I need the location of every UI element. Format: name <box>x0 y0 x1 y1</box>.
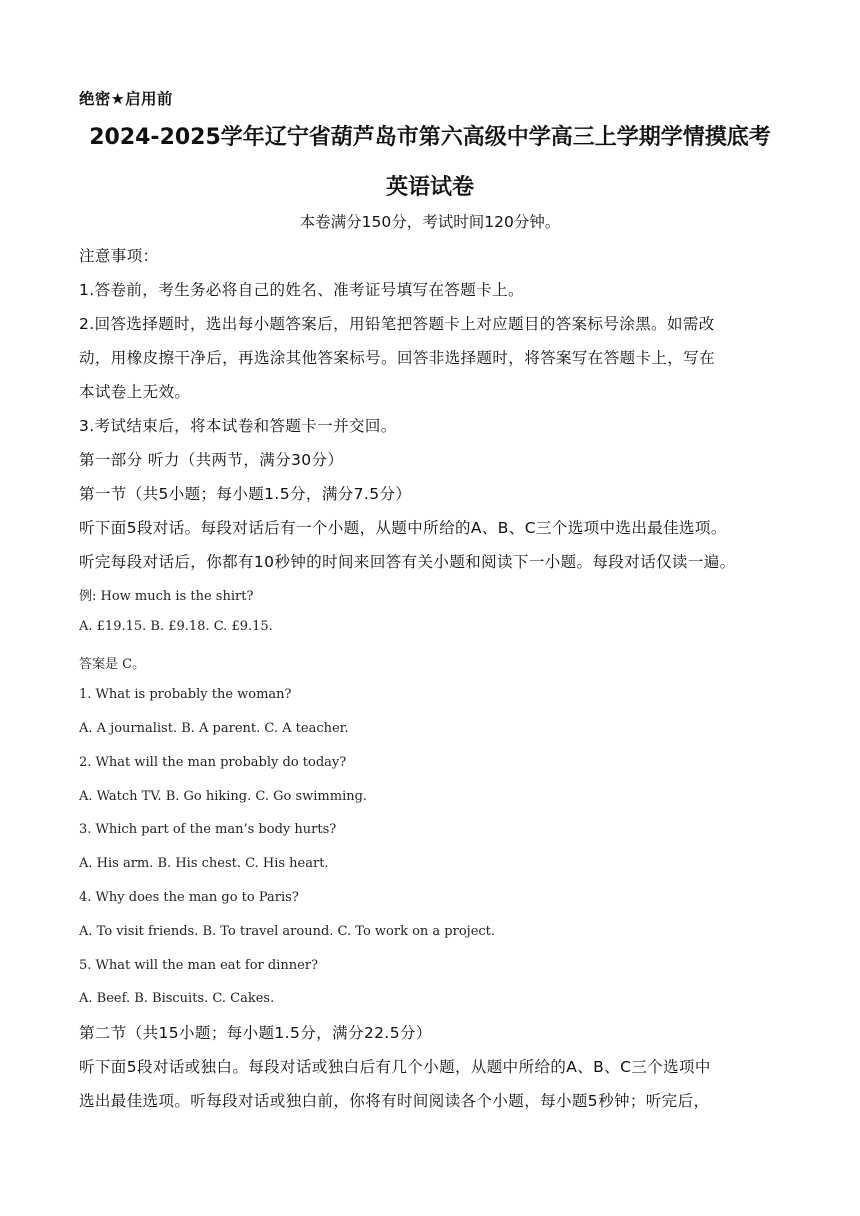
note-item-2-line-3: 本试卷上无效。 <box>79 383 191 401</box>
question-1: 1. What is probably the woman? <box>79 687 292 702</box>
question-3-options: A. His arm. B. His chest. C. His heart. <box>79 856 329 871</box>
example-answer: 答案是 C。 <box>79 657 146 672</box>
section1-instructions-line-1: 听下面5段对话。每段对话后有一个小题，从题中所给的A、B、C三个选项中选出最佳选项。 <box>79 519 727 537</box>
example-question: 例: How much is the shirt? <box>79 589 254 604</box>
notes-heading: 注意事项： <box>79 247 159 265</box>
example-options: A. £19.15. B. £9.18. C. £9.15. <box>79 619 273 634</box>
section2-instructions-line-1: 听下面5段对话或独白。每段对话或独白后有几个小题，从题中所给的A、B、C三个选项中 <box>79 1058 711 1076</box>
section2-heading: 第二节（共15小题；每小题1.5分，满分22.5分） <box>79 1024 432 1042</box>
question-4-options: A. To visit friends. B. To travel around. C. To work on a project. <box>79 924 496 939</box>
note-item-2-line-2: 动，用橡皮擦干净后，再选涂其他答案标号。回答非选择题时，将答案写在答题卡上，写在 <box>79 349 716 367</box>
exam-subtitle: 英语试卷 <box>385 175 474 200</box>
exam-info: 本卷满分150分，考试时间120分钟。 <box>299 213 561 231</box>
section1-instructions-line-2: 听完每段对话后，你都有10秒钟的时间来回答有关小题和阅读下一小题。每段对话仅读一遍。 <box>79 553 736 571</box>
question-2: 2. What will the man probably do today? <box>79 755 347 770</box>
question-4: 4. Why does the man go to Paris? <box>79 890 299 905</box>
note-item-1: 1.答卷前，考生务必将自己的姓名、准考证号填写在答题卡上。 <box>79 281 524 299</box>
note-item-3: 3.考试结束后，将本试卷和答题卡一并交回。 <box>79 417 397 435</box>
part1-heading: 第一部分 听力（共两节，满分30分） <box>79 451 344 469</box>
question-5-options: A. Beef. B. Biscuits. C. Cakes. <box>79 991 275 1006</box>
exam-title: 2024-2025学年辽宁省葫芦岛市第六高级中学高三上学期学情摸底考 <box>89 125 771 150</box>
secret-label: 绝密★启用前 <box>79 90 173 108</box>
question-2-options: A. Watch TV. B. Go hiking. C. Go swimming. <box>79 789 368 804</box>
question-1-options: A. A journalist. B. A parent. C. A teacher. <box>79 721 349 736</box>
section2-instructions-line-2: 选出最佳选项。听每段对话或独白前，你将有时间阅读各个小题，每小题5秒钟；听完后， <box>79 1092 710 1110</box>
question-3: 3. Which part of the man’s body hurts? <box>79 822 337 837</box>
question-5: 5. What will the man eat for dinner? <box>79 958 319 973</box>
note-item-2-line-1: 2.回答选择题时，选出每小题答案后，用铅笔把答题卡上对应题目的答案标号涂黑。如需改 <box>79 315 715 333</box>
section1-heading: 第一节（共5小题；每小题1.5分，满分7.5分） <box>79 485 412 503</box>
